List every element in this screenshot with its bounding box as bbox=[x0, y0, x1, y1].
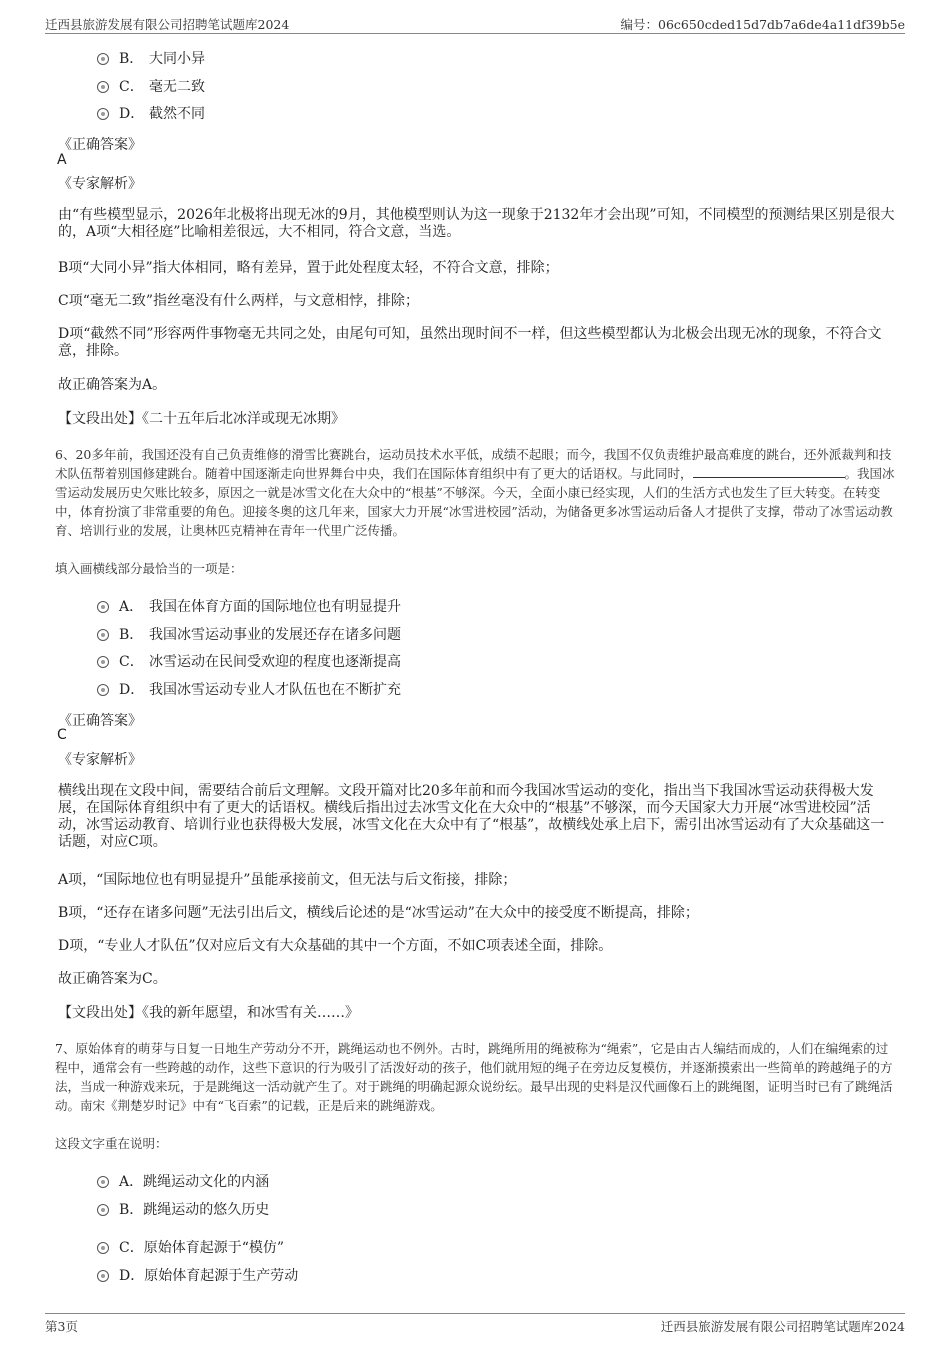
q5-conclusion: 故正确答案为A。 bbox=[58, 377, 167, 393]
q6-analysis-paragraph: A项，“国际地位也有明显提升”虽能承接前文，但无法与后文衔接，排除； bbox=[58, 872, 517, 888]
radio-icon[interactable] bbox=[97, 108, 109, 120]
fill-in-blank bbox=[693, 465, 845, 478]
q5-source: 【文段出处】《二十五年后北冰洋或现无冰期》 bbox=[58, 411, 345, 427]
q7-prompt: 这段文字重在说明： bbox=[55, 1136, 168, 1151]
radio-icon[interactable] bbox=[97, 81, 109, 93]
radio-icon[interactable] bbox=[97, 1242, 109, 1254]
q6-analysis-heading: 《专家解析》 bbox=[58, 752, 142, 768]
radio-icon[interactable] bbox=[97, 684, 109, 696]
q6-answer-heading: 《正确答案》 bbox=[58, 713, 142, 729]
q5-analysis-heading: 《专家解析》 bbox=[58, 176, 142, 192]
header-serial-number: 编号：06c650cded15d7db7a6de4a11df39b5e bbox=[620, 17, 905, 32]
q5-option-c[interactable]: C． 毫无二致 bbox=[97, 76, 205, 96]
footer-title: 迁西县旅游发展有限公司招聘笔试题库2024 bbox=[660, 1319, 905, 1334]
q7-option-a[interactable]: A．跳绳运动文化的内涵 bbox=[97, 1171, 269, 1191]
q6-prompt: 填入画横线部分最恰当的一项是： bbox=[55, 561, 243, 576]
q5-analysis-paragraph: 由“有些模型显示，2026年北极将出现无冰的9月，其他模型则认为这一现象于2132年才会出现”可知，不同模型的预测结果区别是很大的，A项“大相径庭”比喻相差很远，大不相同，符合文意，当选。 bbox=[58, 207, 895, 240]
radio-icon[interactable] bbox=[97, 53, 109, 65]
q5-answer: A bbox=[57, 152, 67, 168]
radio-icon[interactable] bbox=[97, 601, 109, 613]
q5-answer-heading: 《正确答案》 bbox=[58, 137, 142, 153]
q6-option-a[interactable]: A． 我国在体育方面的国际地位也有明显提升 bbox=[97, 596, 401, 616]
q6-analysis-paragraph: 横线出现在文段中间，需要结合前后文理解。文段开篇对比20多年前和而今我国冰雪运动的变化，指出当下我国冰雪运动获得极大发展，在国际体育组织中有了更大的话语权。横线后指出过去冰雪文化在大众中的“根基”不够深，而今天国家大力开展“冰雪进校园”活动，冰雪运动教育、培训行业也获得极大发展，冰雪文化在大众中有了“根基”，故横线处承上启下，需引出冰雪运动有了大众基础这一话题，对应C项。 bbox=[58, 783, 885, 850]
q5-option-b[interactable]: B． 大同小异 bbox=[97, 48, 205, 68]
q7-option-b[interactable]: B．跳绳运动的悠久历史 bbox=[97, 1199, 269, 1219]
page-number: 第3页 bbox=[45, 1319, 78, 1334]
q6-answer: C bbox=[57, 727, 67, 743]
header-title: 迁西县旅游发展有限公司招聘笔试题库2024 bbox=[45, 17, 290, 32]
q5-analysis-paragraph: C项“毫无二致”指丝毫没有什么两样，与文意相悖，排除； bbox=[58, 293, 420, 309]
q6-conclusion: 故正确答案为C。 bbox=[58, 971, 167, 987]
radio-icon[interactable] bbox=[97, 1176, 109, 1188]
q6-option-d[interactable]: D． 我国冰雪运动专业人才队伍也在不断扩充 bbox=[97, 679, 401, 699]
radio-icon[interactable] bbox=[97, 629, 109, 641]
page-header bbox=[45, 13, 905, 34]
q6-analysis-paragraph: D项，“专业人才队伍”仅对应后文有大众基础的其中一个方面，不如C项表述全面，排除。 bbox=[58, 938, 613, 954]
q6-stem: 6、20多年前，我国还没有自己负责维修的滑雪比赛跳台，运动员技术水平低，成绩不起眼；而今，我国不仅负责维护最高难度的跳台，还外派裁判和技术队伍帮着别国修建跳台。随着中国逐渐走向世界舞台中央，我们在国际体育组织中有了更大的话语权。与此同时， 。我国冰雪运动发展历史欠账比较多，原因之一就是冰雪文化在大众中的“根基”不够深。今天，全面小康已经实现，人们的生活方式也发生了巨大转变。在转变中，体育扮演了非常重要的角色。迎接冬奥的这几年来，国家大力开展“冰雪进校园”活动，为储备更多冰雪运动后备人才提供了支撑，带动了冰雪运动教育、培训行业的发展，让奥林匹克精神在青年一代里广泛传播。 bbox=[55, 447, 895, 538]
q6-source: 【文段出处】《我的新年愿望，和冰雪有关……》 bbox=[58, 1005, 359, 1021]
radio-icon[interactable] bbox=[97, 1270, 109, 1282]
radio-icon[interactable] bbox=[97, 1204, 109, 1216]
q5-analysis-paragraph: D项“截然不同”形容两件事物毫无共同之处，由尾句可知，虽然出现时间不一样，但这些模型都认为北极会出现无冰的现象，不符合文意，排除。 bbox=[58, 326, 882, 359]
q6-option-c[interactable]: C． 冰雪运动在民间受欢迎的程度也逐渐提高 bbox=[97, 651, 401, 671]
q7-stem: 7、原始体育的萌芽与日复一日地生产劳动分不开，跳绳运动也不例外。古时，跳绳所用的绳被称为“绳索”，它是由古人编结而成的，人们在编绳索的过程中，通常会有一些跨越的动作，这些下意识的行为吸引了活泼好动的孩子，他们就用短的绳子在旁边反复模仿，并逐渐摸索出一些简单的跨越绳子的方法，当成一种游戏来玩，于是跳绳这一活动就产生了。对于跳绳的明确起源众说纷纭。最早出现的史料是汉代画像石上的跳绳图，证明当时已有了跳绳活动。南宋《荆楚岁时记》中有“飞百索”的记载，正是后来的跳绳游戏。 bbox=[55, 1041, 893, 1113]
radio-icon[interactable] bbox=[97, 656, 109, 668]
q7-option-c[interactable]: C．原始体育起源于“模仿” bbox=[97, 1237, 284, 1257]
q6-option-b[interactable]: B． 我国冰雪运动事业的发展还存在诸多问题 bbox=[97, 624, 401, 644]
q5-analysis-paragraph: B项“大同小异”指大体相同，略有差异，置于此处程度太轻，不符合文意，排除； bbox=[58, 260, 559, 276]
q7-option-d[interactable]: D．原始体育起源于生产劳动 bbox=[97, 1265, 298, 1285]
q6-analysis-paragraph: B项，“还存在诸多问题”无法引出后文，横线后论述的是“冰雪运动”在大众中的接受度不断提高，排除； bbox=[58, 905, 699, 921]
page-footer bbox=[45, 1313, 905, 1332]
q5-option-d[interactable]: D． 截然不同 bbox=[97, 103, 205, 123]
